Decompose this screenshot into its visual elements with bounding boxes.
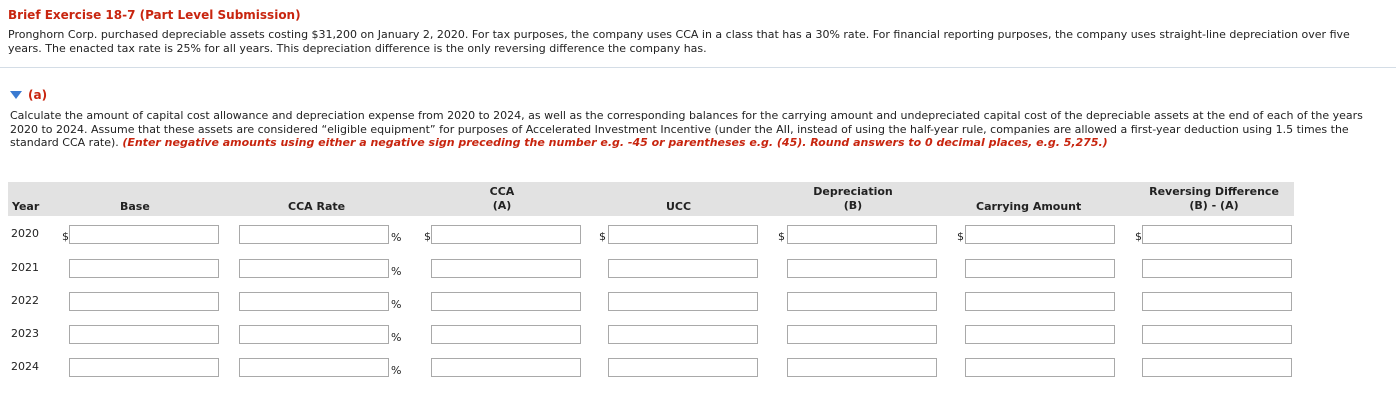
currency-symbol: $ bbox=[62, 230, 69, 243]
header-carrying-amount: Carrying Amount bbox=[976, 200, 1082, 213]
row-year: 2023 bbox=[11, 327, 39, 340]
header-ucc: UCC bbox=[666, 200, 692, 213]
instructions bbox=[10, 109, 1385, 150]
section-label: (a) bbox=[28, 88, 48, 102]
percent-symbol: % bbox=[391, 265, 402, 278]
cca-input[interactable] bbox=[431, 358, 581, 377]
collapse-triangle-icon[interactable] bbox=[10, 91, 22, 99]
ucc-input[interactable] bbox=[608, 358, 758, 377]
currency-symbol: $ bbox=[778, 230, 785, 243]
base-input[interactable] bbox=[69, 358, 219, 377]
currency-symbol: $ bbox=[957, 230, 964, 243]
header-cca-rate: CCA Rate bbox=[288, 200, 346, 213]
base-input[interactable] bbox=[69, 292, 219, 311]
cca-rate-input[interactable] bbox=[239, 225, 389, 244]
carrying-amount-input[interactable] bbox=[965, 325, 1115, 344]
instructions-note: (Enter negative amounts using either a negative sign preceding the number e.g. -45 or parentheses e.g. (45). Round answers to 0 decimal places, e.g. 5,275.) bbox=[122, 136, 1108, 149]
base-input[interactable] bbox=[69, 325, 219, 344]
cca-rate-input[interactable] bbox=[239, 358, 389, 377]
cca-input[interactable] bbox=[431, 225, 581, 244]
depreciation-input[interactable] bbox=[787, 325, 937, 344]
header-depreciation bbox=[798, 185, 908, 213]
depreciation-input[interactable] bbox=[787, 225, 937, 244]
cca-rate-input[interactable] bbox=[239, 325, 389, 344]
ucc-input[interactable] bbox=[608, 292, 758, 311]
header-rev-line2: (B) - (A) bbox=[1189, 199, 1239, 212]
ucc-input[interactable] bbox=[608, 225, 758, 244]
header-cca-line1: CCA bbox=[489, 185, 515, 198]
percent-symbol: % bbox=[391, 298, 402, 311]
row-year: 2021 bbox=[11, 261, 39, 274]
ucc-input[interactable] bbox=[608, 259, 758, 278]
depreciation-input[interactable] bbox=[787, 259, 937, 278]
reversing-difference-input[interactable] bbox=[1142, 358, 1292, 377]
header-rev-line1: Reversing Difference bbox=[1149, 185, 1279, 198]
reversing-difference-input[interactable] bbox=[1142, 225, 1292, 244]
base-input[interactable] bbox=[69, 259, 219, 278]
percent-symbol: % bbox=[391, 364, 402, 377]
header-dep-line1: Depreciation bbox=[813, 185, 893, 198]
currency-symbol: $ bbox=[599, 230, 606, 243]
header-reversing-difference bbox=[1138, 185, 1290, 213]
header-dep-line2: (B) bbox=[843, 199, 863, 212]
cca-rate-input[interactable] bbox=[239, 292, 389, 311]
base-input[interactable] bbox=[69, 225, 219, 244]
header-cca bbox=[478, 185, 526, 213]
header-cca-line2: (A) bbox=[492, 199, 512, 212]
currency-symbol: $ bbox=[1135, 230, 1142, 243]
depreciation-input[interactable] bbox=[787, 292, 937, 311]
row-year: 2020 bbox=[11, 227, 39, 240]
reversing-difference-input[interactable] bbox=[1142, 292, 1292, 311]
instructions-text: Calculate the amount of capital cost allowance and depreciation expense from 2020 to 2024, as well as the corresponding balances for the carrying amount and undepreciated capital cost of the depreciable assets at the end of each of the years 2020 to 2024. Assume that these assets are considered “eligible equipment” for purposes of Accelerated Investment Incentive (under the AII, instead of using the half-year rule, companies are allowed a first-year deduction using 1.5 times the standard CCA rate). bbox=[10, 109, 1363, 149]
carrying-amount-input[interactable] bbox=[965, 259, 1115, 278]
table-header bbox=[8, 182, 1294, 216]
header-year: Year bbox=[12, 200, 40, 213]
percent-symbol: % bbox=[391, 231, 402, 244]
reversing-difference-input[interactable] bbox=[1142, 325, 1292, 344]
carrying-amount-input[interactable] bbox=[965, 292, 1115, 311]
header-base: Base bbox=[120, 200, 150, 213]
section-toggle-a[interactable] bbox=[10, 88, 47, 102]
ucc-input[interactable] bbox=[608, 325, 758, 344]
reversing-difference-input[interactable] bbox=[1142, 259, 1292, 278]
problem-statement: Pronghorn Corp. purchased depreciable assets costing $31,200 on January 2, 2020. For tax purposes, the company uses CCA in a class that has a 30% rate. For financial reporting purposes, the company uses straight-line depreciation over five years. The enacted tax rate is 25% for all years. This depreciation difference is the only reversing difference the company has. bbox=[8, 28, 1350, 55]
cca-input[interactable] bbox=[431, 259, 581, 278]
percent-symbol: % bbox=[391, 331, 402, 344]
cca-input[interactable] bbox=[431, 325, 581, 344]
carrying-amount-input[interactable] bbox=[965, 358, 1115, 377]
depreciation-input[interactable] bbox=[787, 358, 937, 377]
carrying-amount-input[interactable] bbox=[965, 225, 1115, 244]
row-year: 2024 bbox=[11, 360, 39, 373]
currency-symbol: $ bbox=[424, 230, 431, 243]
row-year: 2022 bbox=[11, 294, 39, 307]
cca-input[interactable] bbox=[431, 292, 581, 311]
exercise-title: Brief Exercise 18-7 (Part Level Submission) bbox=[8, 8, 301, 22]
cca-rate-input[interactable] bbox=[239, 259, 389, 278]
section-divider bbox=[0, 67, 1396, 68]
